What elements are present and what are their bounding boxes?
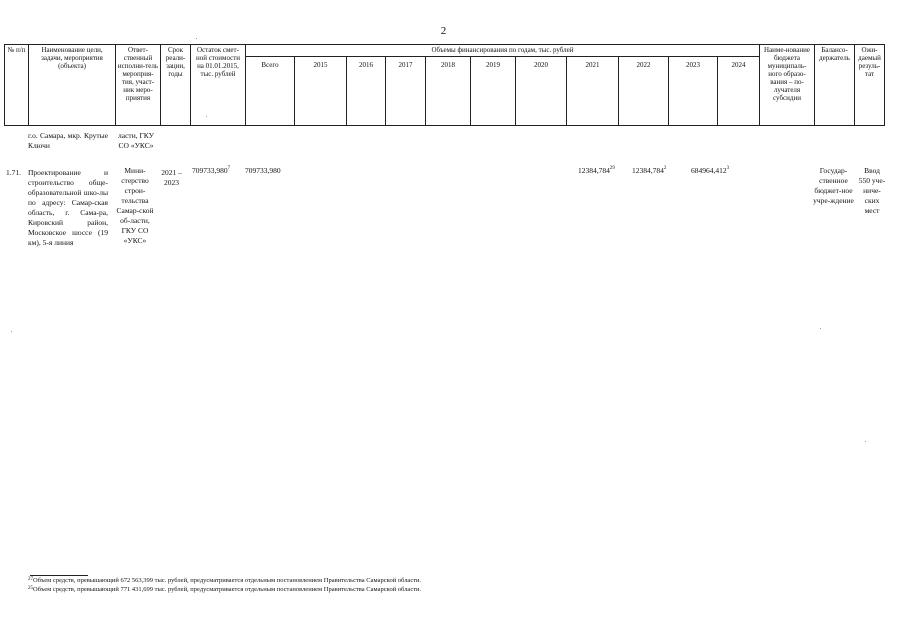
col-result-header: Ожи-даемый резуль-тат [855,45,885,126]
row-number: 1.71. [6,168,21,177]
col-name-header: Наименование цели, задачи, мероприятия (объекта) [29,45,116,126]
row-2021: 12384,784$^{29}$ [578,166,615,175]
row-2022: 12384,784$^2$ [632,166,667,175]
continued-row-responsible: ласти, ГКУ СО «УКС» [118,131,154,150]
row-period: 2021 – 2023 [161,168,182,187]
col-year-header: 2018 [426,57,471,126]
row-holder: Государ-ственное бюджет-ное учре-ждение [813,166,854,205]
footnote-ref: 3 [726,166,730,171]
col-year-header: 2017 [386,57,426,126]
col-year-header: 2020 [516,57,567,126]
col-responsible-header: Ответ-ственный исполни-тель мероприя-тия, участ-ник меро-приятия [116,45,161,126]
col-funding-group-header: Объемы финансирования по годам, тыс. рублей [246,45,760,57]
col-year-header: 2022 [619,57,669,126]
row-result: Ввод 550 уче-ниче-ских мест [858,166,886,215]
funding-table-header [4,44,885,126]
footnote-ref: 2 [663,166,667,171]
col-period-header: Срок реали-зации, годы [161,45,191,126]
scan-speck [865,441,866,442]
col-year-header: 2019 [471,57,516,126]
scan-speck [820,328,821,329]
footnote-2: $^{25}$Объем средств, превышающий 771 431,699 тыс. рублей, предусматривается отдельным постановлением Правительства Самарской области. [28,586,422,593]
col-num-header: № п/п [5,45,29,126]
footnote-ref: 7 [227,166,231,171]
row-2023: 684964,412$^3$ [691,166,730,175]
scan-speck [206,116,207,117]
scan-speck [196,38,197,39]
col-budget-name-header: Наиме-нование бюджета муниципаль-ного образо-вания – по-лучателя субсидии [760,45,815,126]
footnote-ref: 29 [609,166,615,171]
row-balance: 709733,980$^7$ [192,166,231,175]
row-name: Проектирование и строительство обще-образовательной шко-лы по адресу: Самар-ская область, г. Сама-ра, Кировский район, Московское шоссе (19 км), 5-я линия [28,168,108,247]
col-holder-header: Балансо-держатель [815,45,855,126]
row-responsible: Мини-стерство строи-тельства Самар-ской об-ласти, ГКУ СО «УКС» [116,166,154,245]
footnote-divider [30,575,88,576]
scan-speck [11,331,12,332]
col-year-header: 2021 [567,57,619,126]
footnote-1: $^{27}$Объем средств, превышающий 672 563,399 тыс. рублей, предусматривается отдельным постановлением Правительства Самарской области. [28,577,422,584]
continued-row-name: г.о. Самара, мкр. Крутые Ключи [28,131,108,150]
col-year-header: 2015 [295,57,347,126]
col-balance-header: Остаток смет-ной стоимости на 01.01.2015, тыс. рублей [191,45,246,126]
col-year-header: 2023 [669,57,718,126]
row-total: 709733,980 [245,166,281,175]
col-year-header: 2024 [718,57,760,126]
col-total-header: Всего [246,57,295,126]
page-number: 2 [440,25,447,37]
col-year-header: 2016 [347,57,386,126]
